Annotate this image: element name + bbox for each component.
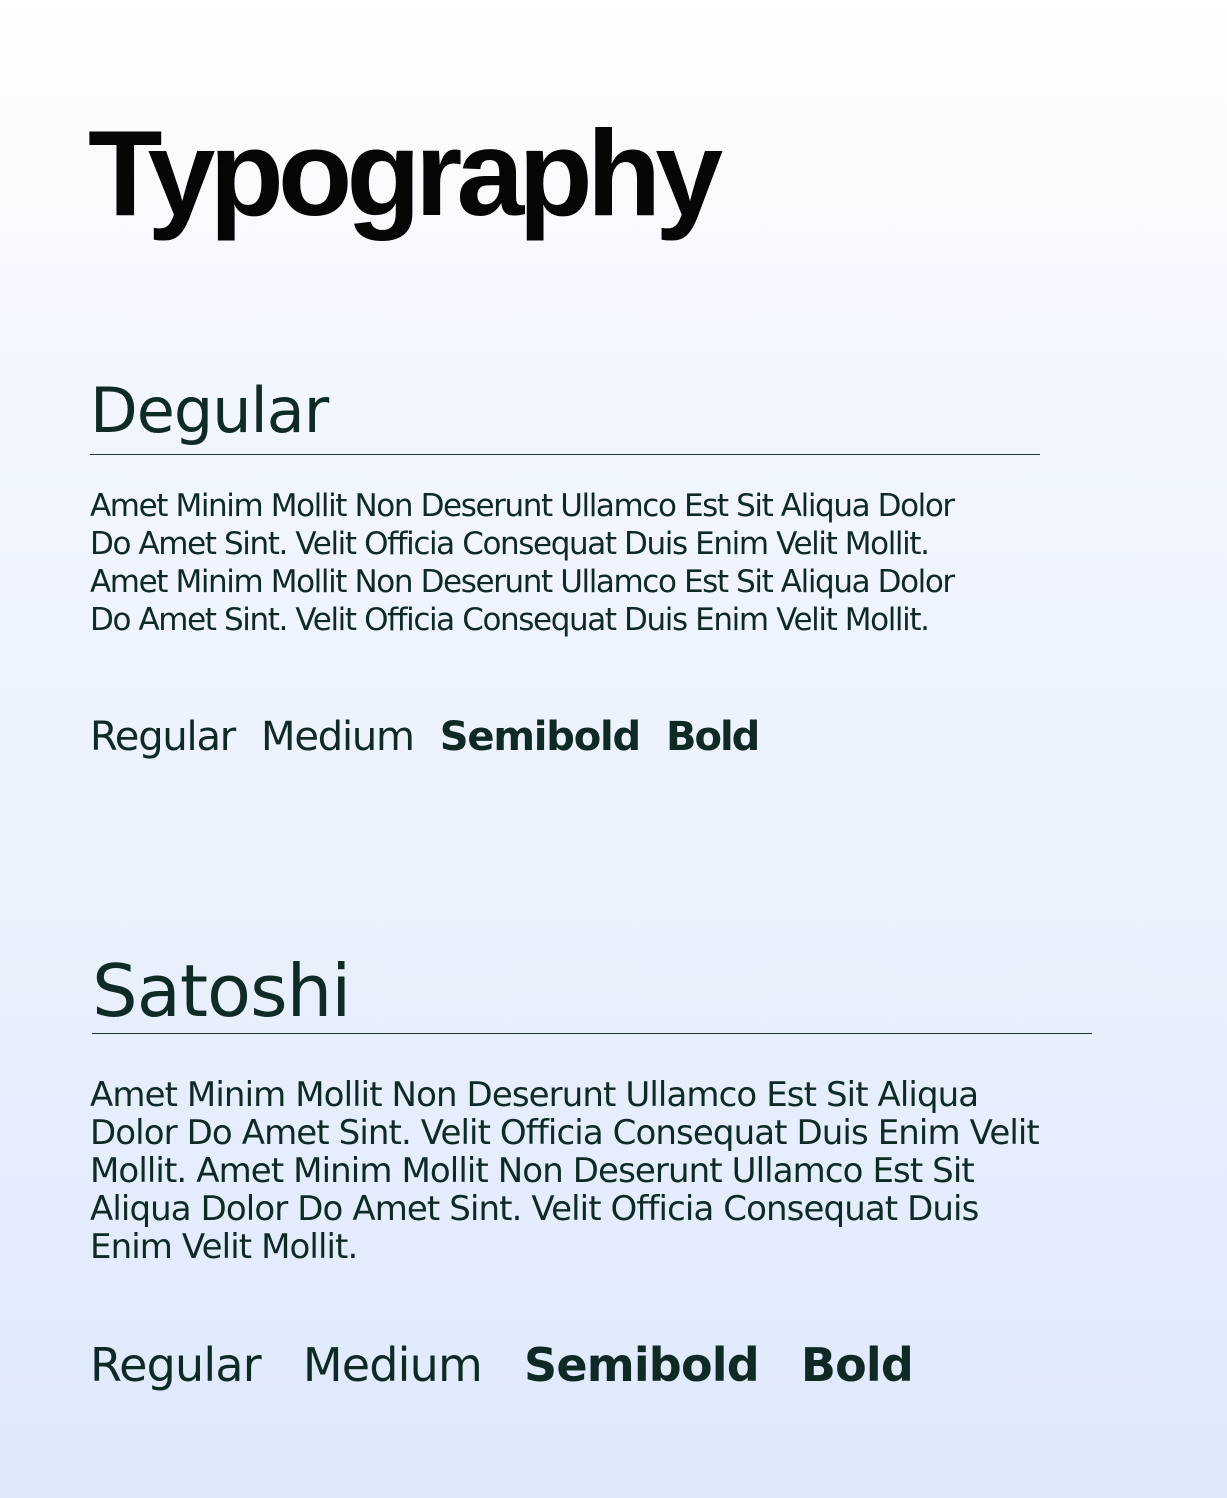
font-section-degular: [90, 374, 1040, 760]
weight-medium: Medium: [261, 714, 414, 760]
weight-bold: Bold: [665, 714, 759, 760]
section-divider: [92, 1033, 1092, 1034]
sample-paragraph: Amet Minim Mollit Non Deserunt Ullamco Est Sit Aliqua Dolor Do Amet Sint. Velit Officia Consequat Duis Enim Velit Mollit. Amet Minim Mollit Non Deserunt Ullamco Est Sit Aliqua Dolor Do Amet Sint. Velit Officia Consequat Duis Enim Velit Mollit.: [90, 1075, 1039, 1267]
weight-semibold: Semibold: [523, 1338, 759, 1392]
weight-regular: Regular: [90, 1338, 261, 1392]
font-section-satoshi: [90, 949, 1092, 1392]
weight-semibold: Semibold: [439, 714, 640, 760]
weight-samples: [90, 714, 1040, 760]
weight-medium: Medium: [302, 1338, 482, 1392]
weight-samples: [90, 1338, 1092, 1392]
sample-paragraph: Amet Minim Mollit Non Deserunt Ullamco Est Sit Aliqua Dolor Do Amet Sint. Velit Officia Consequat Duis Enim Velit Mollit. Amet Minim Mollit Non Deserunt Ullamco Est Sit Aliqua Dolor Do Amet Sint. Velit Officia Consequat Duis Enim Velit Mollit.: [90, 488, 954, 638]
font-name-heading: Degular: [90, 374, 329, 447]
page-title: Typography: [88, 105, 718, 241]
weight-regular: Regular: [90, 714, 236, 760]
section-divider: [90, 454, 1040, 455]
weight-bold: Bold: [800, 1338, 914, 1392]
font-name-heading: Satoshi: [92, 949, 351, 1033]
